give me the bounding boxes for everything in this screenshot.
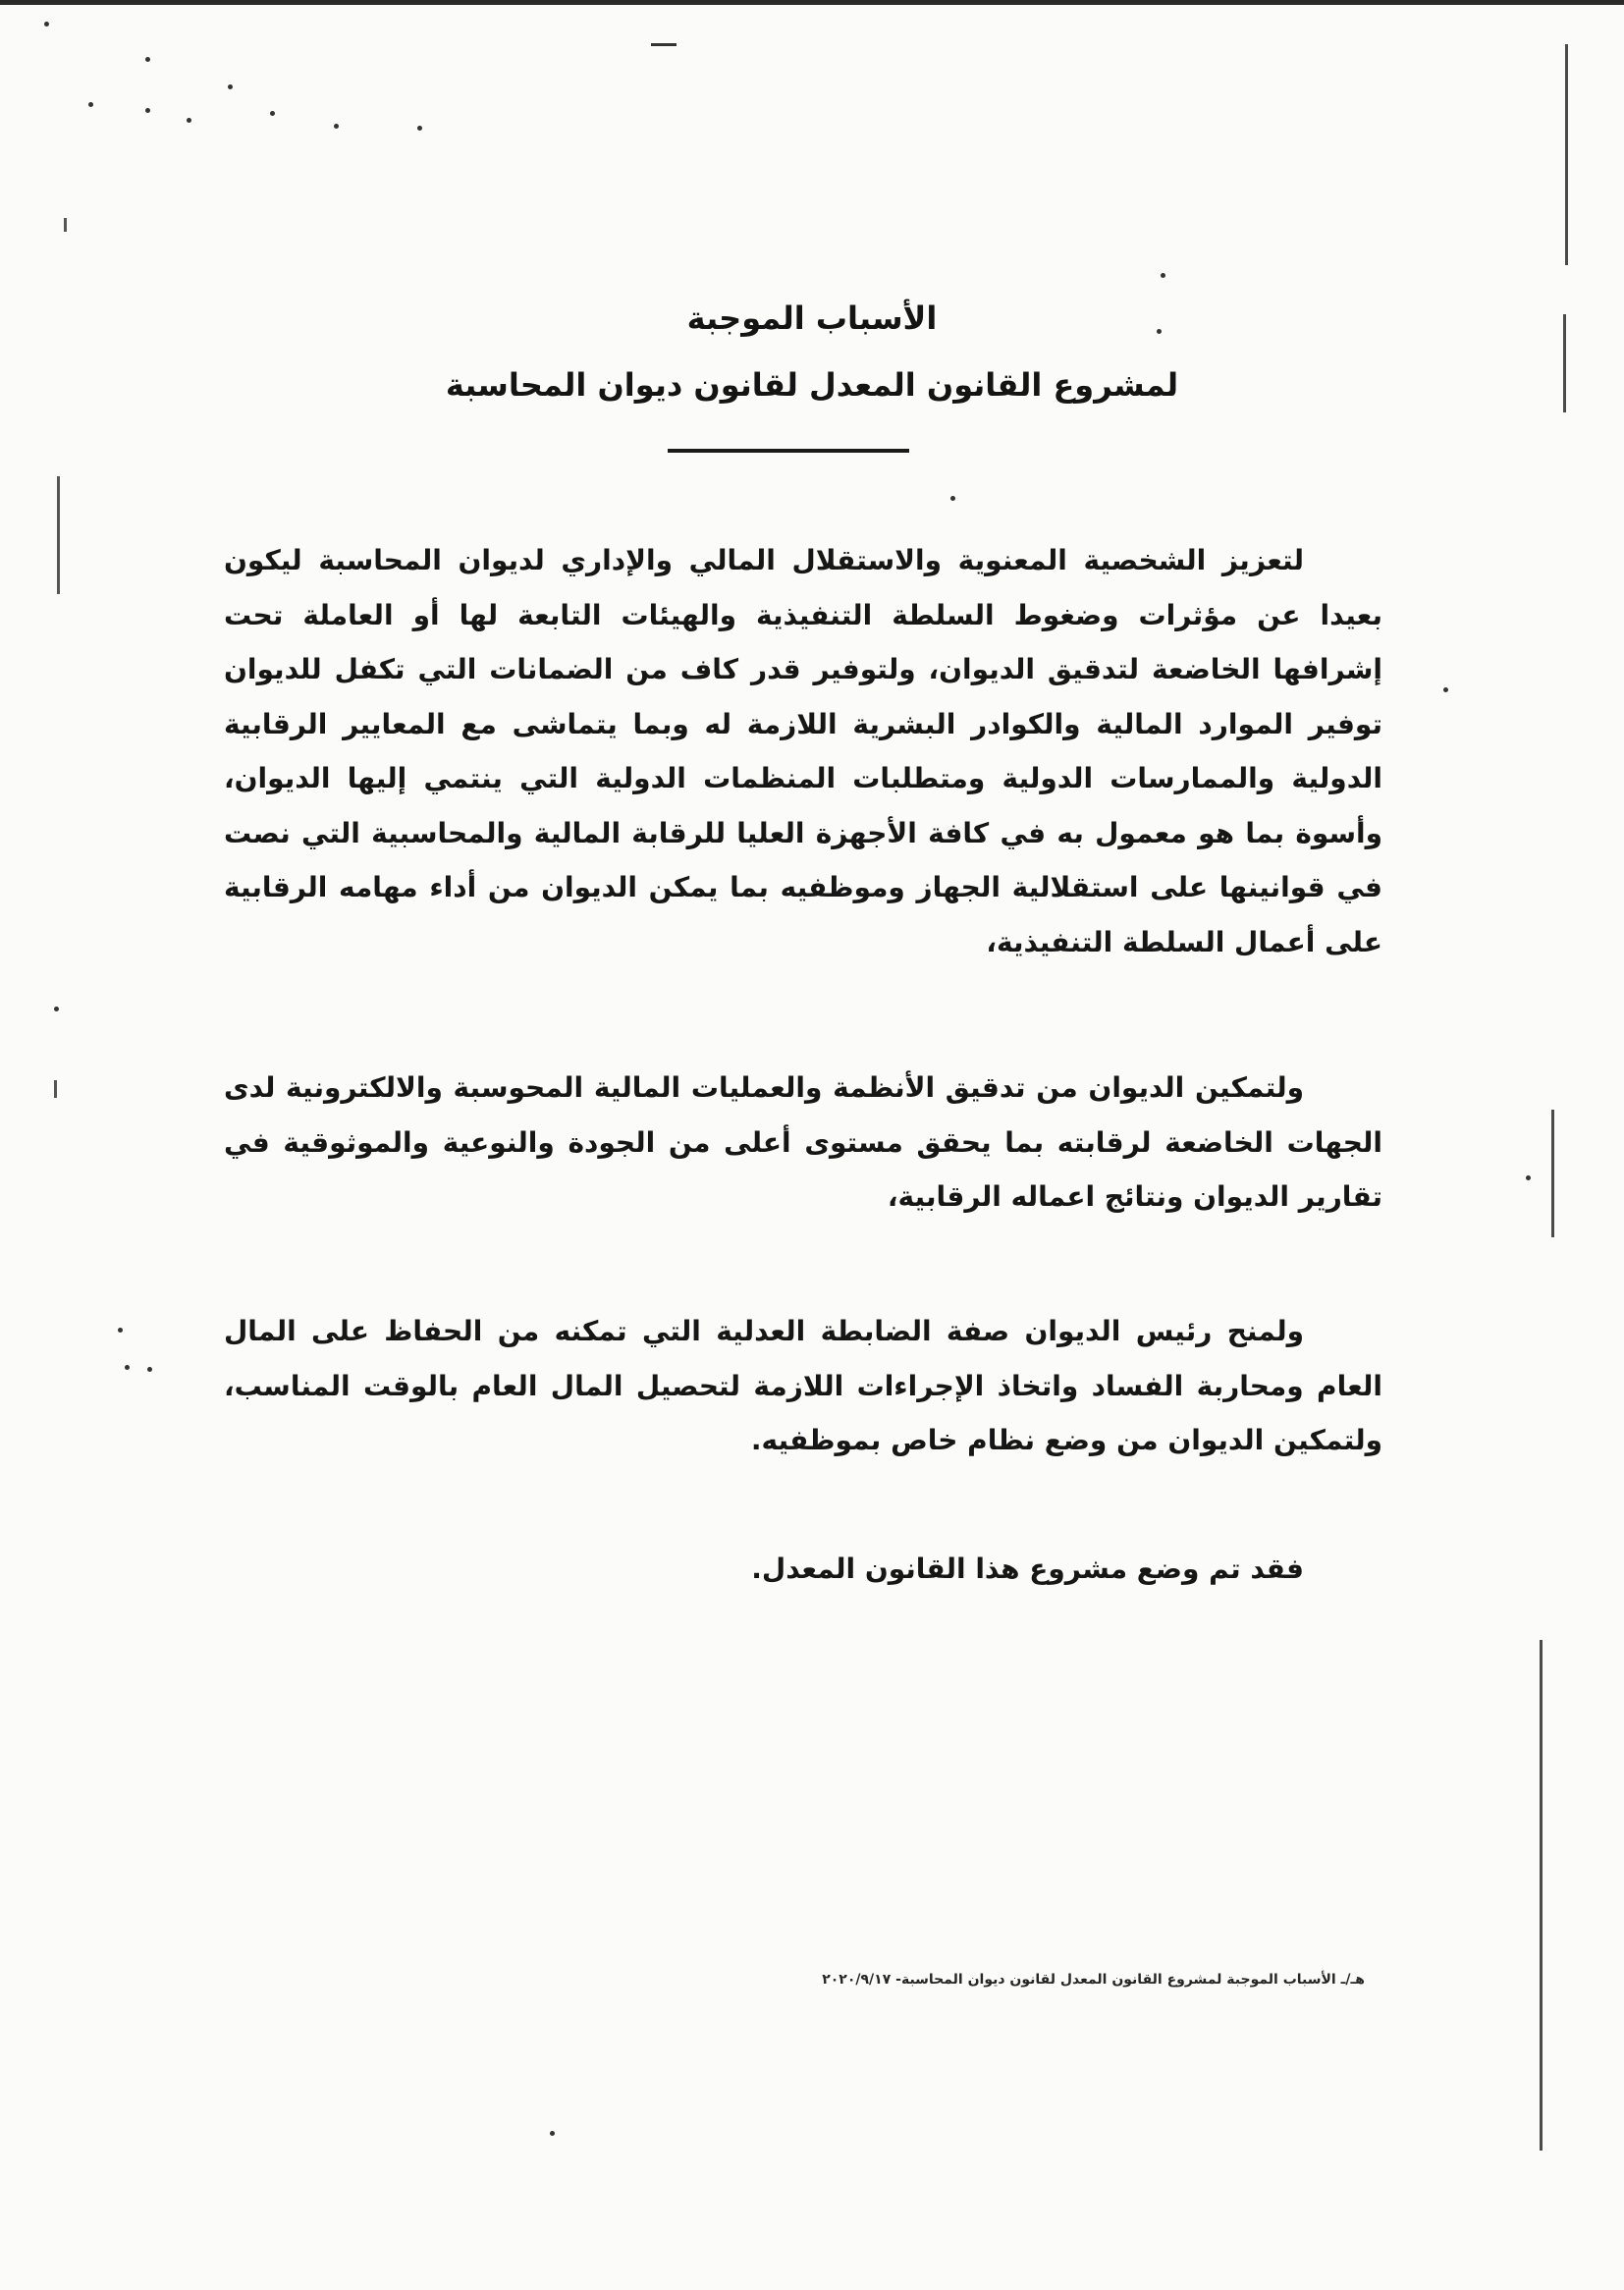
scan-speck (145, 108, 150, 113)
paragraph-3: ولمنح رئيس الديوان صفة الضابطة العدلية التي تمكنه من الحفاظ على المال العام ومحاربة الفساد واتخاذ الإجراءات اللازمة لتحصيل المال العام بالوقت المناسب، ولتمكين الديوان من وضع نظام خاص بموظفيه. (224, 1315, 1382, 1456)
paragraph-4: فقد تم وضع مشروع هذا القانون المعدل. (751, 1553, 1304, 1585)
scan-speck (187, 118, 191, 123)
scan-edge-left (64, 218, 67, 232)
document-title: الأسباب الموجبة (686, 300, 938, 337)
paragraph-1: لتعزيز الشخصية المعنوية والاستقلال المالي والإداري لديوان المحاسبة ليكون بعيدا عن مؤثرات وضغوط السلطة التنفيذية والهيئات التابعة لها أو العاملة تحت إشرافها الخاضعة لتدقيق الديوان، ولتوفير قدر كاف من الضمانات التي تكفل للديوان توفير الموارد المالية والكوادر البشرية اللازمة له وبما يتماشى مع المعايير الرقابية الدولية والممارسات الدولية ومتطلبات المنظمات الدولية التي ينتمي إليها الديوان، وأسوة بما هو معمول به في كافة الأجهزة العليا للرقابة المالية والمحاسبية التي نصت في قوانينها على استقلالية الجهاز وموظفيه بما يمكن الديوان من أداء مهامه الرقابية على أعمال السلطة التنفيذية، (224, 544, 1382, 958)
scan-speck (950, 496, 955, 501)
scan-edge-right (1540, 1640, 1543, 2151)
document-subtitle: لمشروع القانون المعدل لقانون ديوان المحاسبة (445, 366, 1179, 404)
scan-speck (1526, 1175, 1531, 1180)
scan-edge-top (0, 0, 1624, 5)
scan-speck (145, 57, 150, 62)
scan-speck (270, 111, 275, 116)
scan-speck (417, 126, 422, 131)
scan-edge-right (1565, 44, 1568, 265)
scan-speck (125, 1365, 130, 1370)
scan-speck (334, 124, 339, 129)
scan-speck (88, 102, 93, 107)
scan-speck (228, 84, 233, 89)
scan-edge-right (1551, 1110, 1554, 1237)
paragraph-2: ولتمكين الديوان من تدقيق الأنظمة والعمليات المالية المحوسبة والالكترونية لدى الجهات الخاضعة لرقابته بما يحقق مستوى أعلى من الجودة والنوعية والموثوقية في تقارير الديوان ونتائج اعماله الرقابية، (224, 1071, 1382, 1213)
scan-speck (1443, 687, 1448, 692)
title-underline (668, 449, 909, 453)
scan-mark (651, 43, 677, 46)
scan-speck (118, 1328, 123, 1333)
scan-speck (44, 22, 49, 27)
scan-edge-left (57, 476, 60, 594)
scan-speck (1161, 273, 1165, 278)
footer-reference: هـ/ـ الأسباب الموجبة لمشروع القانون المعدل لقانون ديوان المحاسبة- ٢٠٢٠/٩/١٧ (822, 1972, 1365, 1988)
scan-edge-left (54, 1080, 57, 1098)
scan-edge-right (1563, 314, 1566, 412)
scan-speck (550, 2131, 555, 2136)
scan-speck (54, 1007, 59, 1011)
scan-speck (147, 1367, 152, 1372)
